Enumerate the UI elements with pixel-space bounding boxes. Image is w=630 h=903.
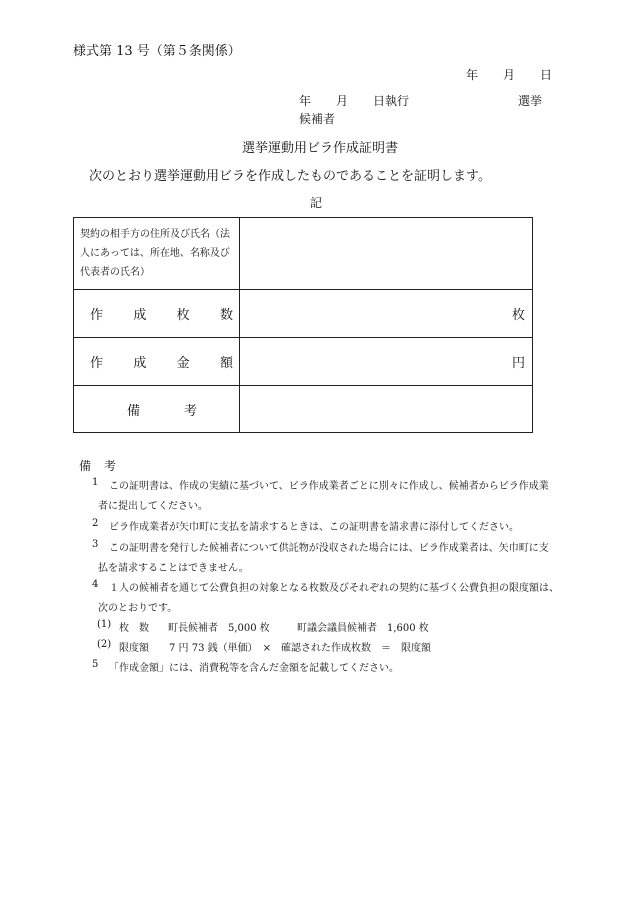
election-month-label: 月 [336, 94, 349, 108]
candidate-label: 候補者 [299, 112, 336, 126]
election-day-label: 日執行 [373, 94, 410, 108]
note-4-1-mayor: 町長候補者 5,000 枚 [168, 623, 270, 634]
table-row [74, 218, 533, 290]
note-4-2-number: (2) [97, 639, 112, 650]
certificate-table [73, 217, 533, 433]
note-number: 4 [92, 579, 99, 590]
document-title: 選挙運動用ビラ作成証明書 [242, 141, 399, 156]
date-year-label: 年 [466, 68, 479, 82]
label-char: 額 [219, 356, 233, 371]
ki-label: 記 [310, 196, 323, 210]
note-4-1-label: 枚 数 [119, 623, 149, 634]
note-number: 2 [92, 518, 99, 529]
quantity-unit: 枚 [511, 308, 525, 323]
label-char: 数 [219, 308, 233, 323]
label-char: 枚 [176, 308, 190, 323]
form-number: 様式第 13 号（第５条関係） [73, 44, 241, 59]
note-2: ビラ作成業者が矢巾町に支払を請求するときは、この証明書を請求書に添付してください。 [109, 522, 519, 533]
note-3-line-2: 払を請求することはできません。 [98, 563, 249, 574]
note-4-1-number: (1) [97, 619, 112, 630]
quantity-label [74, 304, 239, 323]
note-4-1-council: 町議会議員候補者 1,600 枚 [297, 623, 429, 634]
amount-value-cell[interactable] [240, 338, 533, 386]
note-5: 「作成金額」には、消費税等を含んだ金額を記載してください。 [109, 663, 399, 674]
label-char: 備 [127, 403, 141, 419]
amount-label [74, 352, 239, 371]
date-month-label: 月 [503, 68, 516, 82]
note-4-line-2: 次のとおりです。 [98, 603, 178, 614]
note-number: 1 [92, 477, 99, 488]
note-1-line-1: この証明書は、作成の実績に基づいて、ビラ作成業者ごとに別々に作成し、候補者からビラ作成業 [109, 481, 549, 492]
remarks-value-cell[interactable] [240, 386, 533, 433]
label-char: 作 [90, 308, 104, 323]
remarks-label [74, 400, 239, 419]
contractor-label-cell [74, 218, 240, 290]
label-char: 金 [176, 356, 190, 371]
table-row [74, 290, 533, 338]
notes-heading-char: 考 [104, 459, 117, 473]
label-char: 作 [90, 356, 104, 371]
amount-label-cell [74, 338, 240, 386]
note-4-line-1: １人の候補者を通じて公費負担の対象となる枚数及びそれぞれの契約に基づく公費負担の限度額は、 [109, 583, 559, 594]
note-3-line-1: この証明書を発行した候補者について供託物が没収された場合には、ビラ作成業者は、矢巾町に支 [109, 543, 549, 554]
note-4-2-label: 限度額 [119, 643, 149, 654]
label-char: 成 [133, 356, 147, 371]
amount-unit: 円 [511, 356, 525, 371]
label-char: 考 [183, 403, 197, 419]
note-number: 5 [92, 659, 99, 670]
contractor-label: 契約の相手方の住所及び氏名（法人にあっては、所在地、名称及び代表者の氏名） [80, 229, 230, 278]
table-row [74, 386, 533, 433]
intro-text: 次のとおり選挙運動用ビラを作成したものであることを証明します。 [89, 169, 491, 184]
note-1-line-2: 者に提出してください。 [98, 501, 208, 512]
election-label: 選挙 [518, 94, 543, 108]
notes-heading-char: 備 [79, 459, 92, 473]
contractor-value-cell[interactable] [240, 218, 533, 290]
note-number: 3 [92, 539, 99, 550]
date-day-label: 日 [540, 68, 553, 82]
label-char: 成 [133, 308, 147, 323]
note-4-2-formula: 7 円 73 銭（単価） × 確認された作成枚数 ＝ 限度額 [169, 643, 432, 654]
remarks-label-cell [74, 386, 240, 433]
quantity-value-cell[interactable] [240, 290, 533, 338]
election-year-label: 年 [299, 94, 312, 108]
table-row [74, 338, 533, 386]
quantity-label-cell [74, 290, 240, 338]
